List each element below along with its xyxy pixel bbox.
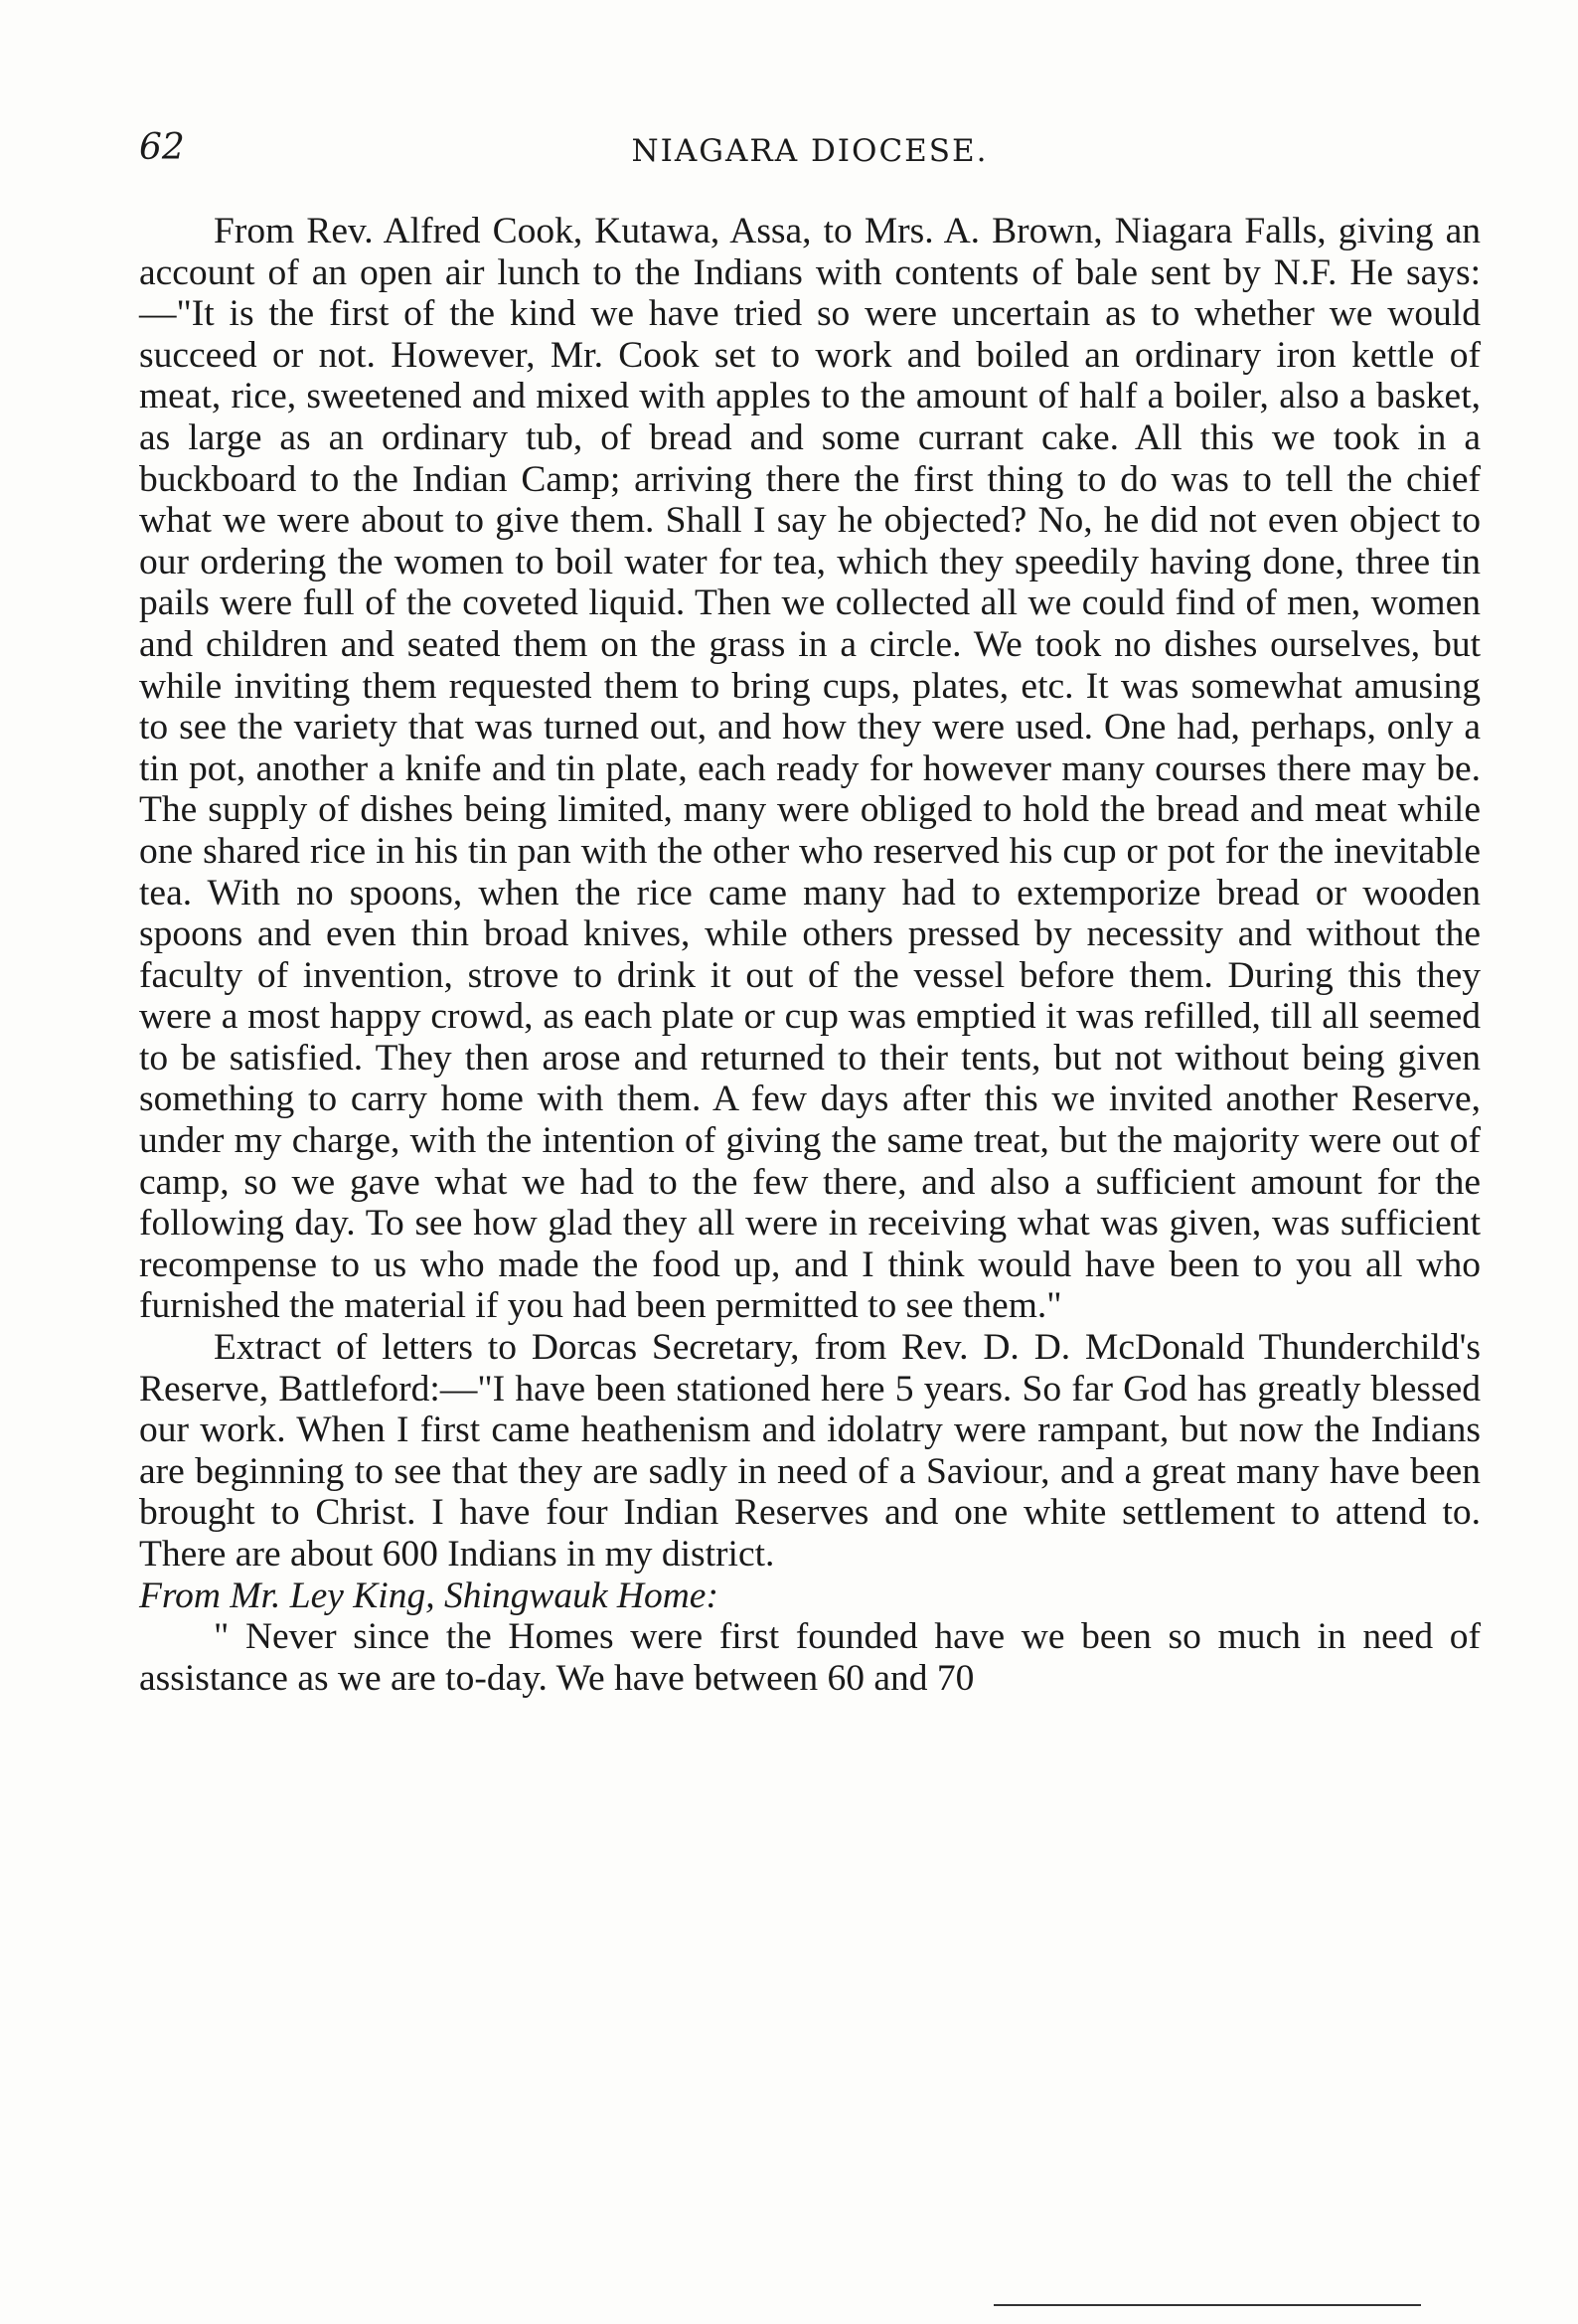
page-header	[139, 127, 1481, 177]
paragraph-mcdonald-extract: Extract of letters to Dorcas Secretary, from Rev. D. D. McDonald Thunderchild's Reserve, Battleford:—"I have been stationed here 5 years. So far God has greatly blessed our work. When I first came heathenism and idolatry were rampant, but now the Indians are beginning to see that they are sadly in need of a Saviour, and a great many have been brought to Christ. I have four Indian Reserves and one white settlement to attend to. There are about 600 Indians in my district.	[139, 1327, 1481, 1575]
section-heading: From Mr. Ley King, Shingwauk Home:	[139, 1575, 718, 1616]
page-number: 62	[139, 127, 185, 168]
running-title: NIAGARA DIOCESE.	[631, 133, 989, 169]
paragraph-king-letter: " Never since the Homes were first founded have we been so much in need of assistance as we are to-day. We have between 60 and 70	[139, 1616, 1481, 1699]
body-text	[139, 211, 1481, 1699]
paragraph-cook-letter: From Rev. Alfred Cook, Kutawa, Assa, to Mrs. A. Brown, Niagara Falls, giving an account of an open air lunch to the Indians with contents of bale sent by N.F. He says:—"It is the first of the kind we have tried so were uncertain as to whether we would succeed or not. However, Mr. Cook set to work and boiled an ordinary iron kettle of meat, rice, sweetened and mixed with apples to the amount of half a boiler, also a basket, as large as an ordinary tub, of bread and some currant cake. All this we took in a buckboard to the Indian Camp; arriving there the first thing to do was to tell the chief what we were about to give them. Shall I say he objected? No, he did not even object to our ordering the women to boil water for tea, which they speedily having done, three tin pails were full of the coveted liquid. Then we collected all we could find of men, women and children and seated them on the grass in a circle. We took no dishes ourselves, but while inviting them requested them to bring cups, plates, etc. It was somewhat amusing to see the variety that was turned out, and how they were used. One had, perhaps, only a tin pot, another a knife and tin plate, each ready for however many courses there may be. The supply of dishes being limited, many were obliged to hold the bread and meat while one shared rice in his tin pan with the other who reserved his cup or pot for the inevitable tea. With no spoons, when the rice came many had to extemporize bread or wooden spoons and even thin broad knives, while others pressed by necessity and without the faculty of invention, strove to drink it out of the vessel before them. During this they were a most happy crowd, as each plate or cup was emptied it was refilled, till all seemed to be satisfied. They then arose and returned to their tents, but not without being given something to carry home with them. A few days after this we invited another Reserve, under my charge, with the intention of giving the same treat, but the majority were out of camp, so we gave what we had to the few there, and also a sufficient amount for the following day. To see how glad they all were in receiving what was given, was sufficient recompense to us who made the food up, and I think would have been to you all who furnished the material if you had been permitted to see them."	[139, 211, 1481, 1327]
footer-rule	[994, 2304, 1421, 2306]
